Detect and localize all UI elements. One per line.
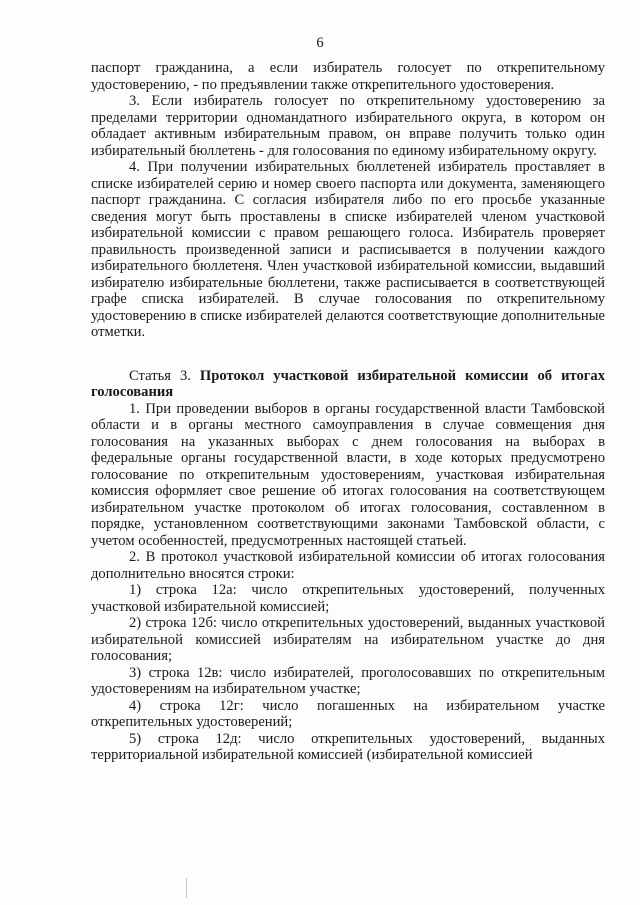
section-gap	[91, 341, 605, 368]
page-number: 6	[316, 35, 324, 51]
list-item-line-12g: 4) строка 12г: число погашенных на избирательном участке открепительных удостоверений;	[91, 697, 605, 730]
list-item-line-12v: 3) строка 12в: число избирателей, проголосовавших по открепительным удостоверениям на избирательном участке;	[91, 664, 605, 697]
article-title: Протокол участковой избирательной комиссии об итогах голосования	[91, 367, 605, 400]
list-item-line-12a: 1) строка 12а: число открепительных удостоверений, полученных участковой избирательной комиссией;	[91, 582, 605, 615]
paragraph-item-4: 4. При получении избирательных бюллетеней избиратель проставляет в списке избирателей серию и номер своего паспорта или документа, заменяющего паспорт гражданина. С согласия избирателя либо по его просьбе указанные сведения могут быть проставлены в списке избирателей членом участковой избирательной комиссии с правом решающего голоса. Избиратель проверяет правильность произведенной записи и расписывается в получении каждого избирательного бюллетеня. Член участковой избирательной комиссии, выдавший избирателю избирательные бюллетени, также расписывается в соответствующей графе списка избирателей. В случае голосования по открепительному удостоверению в списке избирателей делаются соответствующие дополнительные отметки.	[91, 159, 605, 340]
list-item-line-12b: 2) строка 12б: число открепительных удостоверений, выданных участковой избирательной комиссией избирателям на избирательном участке до дня голосования;	[91, 615, 605, 664]
paragraph-item-3: 3. Если избиратель голосует по открепительному удостоверению за пределами территории одномандатного избирательного округа, в котором он обладает активным избирательным правом, он вправе получить только один избирательный бюллетень - для голосования по единому избирательному округу.	[91, 93, 605, 159]
scan-artifact-mark	[186, 878, 187, 898]
paragraph-continuation: паспорт гражданина, а если избиратель голосует по открепительному удостоверению, - по предъявлении также открепительного удостоверения.	[91, 60, 605, 93]
article-prefix: Статья 3.	[129, 367, 200, 384]
paragraph-article-item-1: 1. При проведении выборов в органы государственной власти Тамбовской области и в органы местного самоуправления в случае совмещения дня голосования на указанных выборах с днем голосования на выборах в федеральные органы государственной власти, в ходе которых предусмотрено голосование по открепительным удостоверениям, участковая избирательная комиссия оформляет свое решение об итогах голосования на соответствующем избирательном участке протоколом об итогах голосования, составленном в порядке, установленном соответствующими законами Тамбовской области, с учетом особенностей, предусмотренных настоящей статьей.	[91, 400, 605, 549]
article-heading	[91, 368, 605, 401]
list-item-line-12d: 5) строка 12д: число открепительных удостоверений, выданных территориальной избирательной комиссией (избирательной комиссией	[91, 730, 605, 763]
paragraph-article-item-2: 2. В протокол участковой избирательной комиссии об итогах голосования дополнительно вносятся строки:	[91, 549, 605, 582]
document-body	[91, 60, 605, 764]
